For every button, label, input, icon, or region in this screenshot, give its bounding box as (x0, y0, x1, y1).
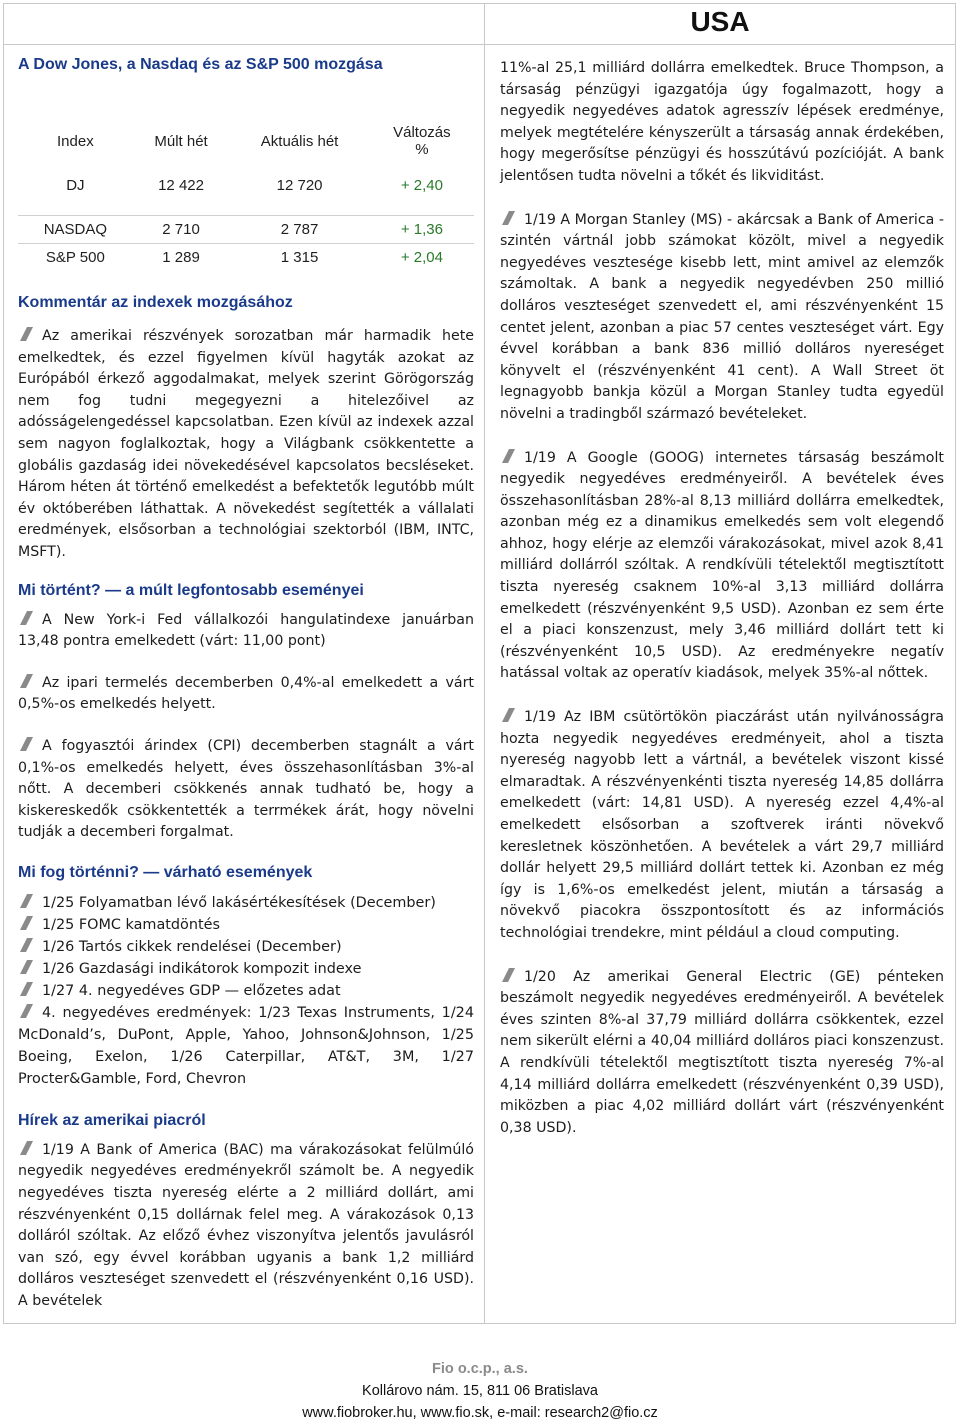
right-column (500, 58, 944, 1139)
past-item (18, 610, 474, 653)
index-name: S&P 500 (45, 248, 105, 266)
footer (0, 1358, 960, 1424)
future-events-title: Mi fog történni? — várható események (18, 863, 313, 881)
news-item (500, 707, 944, 945)
col-header-prev: Múlt hét (154, 132, 208, 150)
news-item-text: 1/20 Az amerikai General Electric (GE) pénteken beszámolt negyedik negyedéves eredményeiről. A bevételek éves szinten 8%-al 37,79 milliárd dollárra csökkentek, ezzel nem sikerült elérni a 40,04 milliárd dolláros piaci konszenzust. A rendkívüli tételektől megtisztított tiszta nyereség 7%-al 4,14 milliárd dollárra emelkedett (részvényenként 0,39 USD), miközben a piac 4,02 milliárd dollárt várt (részvényenként 0,38 USD). (500, 968, 944, 1136)
index-name: DJ (66, 176, 85, 194)
slash-bullet-icon (500, 968, 520, 982)
column-divider (484, 3, 485, 1324)
index-curr: 12 720 (276, 176, 323, 194)
slash-bullet-icon (18, 894, 38, 908)
future-item-text: 1/26 Gazdasági indikátorok kompozit indexe (42, 960, 362, 977)
future-item (18, 980, 474, 1002)
future-item (18, 892, 474, 914)
table-row (18, 170, 474, 200)
past-item (18, 673, 474, 716)
slash-bullet-icon (18, 737, 38, 751)
index-change: + 1,36 (400, 220, 443, 238)
future-item (18, 1002, 474, 1090)
future-list (18, 892, 474, 1090)
footer-company: Fio o.c.p., a.s. (432, 1361, 528, 1377)
news-item-text: 1/19 A Bank of America (BAC) ma várakozásokat felülmúló negyedik negyedéves eredményekről számolt be. A negyedik negyedéves tiszta nyereség elérte a 2 milliárd dollárt, ami részvényenként 0,15 dollárnak felel meg. A várakozások 0,13 dolláról szóltak. Az előző évhez viszonyítva jelentős javulásról van szó, egy évvel korábban ugyanis a bank 1,2 milliárd dolláros veszteséget szenvedett el (részvényenként 0,16 USD). A bevételek (18, 1141, 474, 1310)
col-header-curr: Aktuális hét (260, 132, 339, 150)
slash-bullet-icon (18, 1004, 38, 1018)
slash-bullet-icon (500, 211, 520, 225)
slash-bullet-icon (18, 938, 38, 952)
past-item-text: A New York-i Fed vállalkozói hangulatindexe januárban 13,48 pontra emelkedett (várt: 11,00 pont) (18, 611, 474, 650)
slash-bullet-icon (18, 674, 38, 688)
future-item-text: 1/25 Folyamatban lévő lakásértékesítések (December) (42, 894, 436, 911)
header-rule (3, 44, 956, 45)
past-item (18, 736, 474, 844)
future-item (18, 936, 474, 958)
commentary-text: Az amerikai részvények sorozatban már harmadik hete emelkedtek, és ezzel figyelmen kívül hagyták azokat az Európából érkező aggodalmakat, melyek szerint Görögország nem fog tudni megegyezni a hitelezőivel az adósságelengedéssel kapcsolatban. Ezen kívül az indexek azzal sem nagyon foglalkoztak, hogy a Világbank csökkentette a globális gazdaság idei növekedésével kapcsolatos becsléseket. Három héten át történő emelkedést a befektetők legutóbb múlt év októberében láthattak. A növekedést segítették a vállalati eredmények, elsősorban a technológiai szektorból (IBM, INTC, MSFT). (18, 328, 474, 560)
slash-bullet-icon (500, 708, 520, 722)
index-prev: 12 422 (158, 176, 204, 194)
news-item (500, 967, 944, 1140)
future-item (18, 914, 474, 936)
news-continuation: 11%-al 25,1 milliárd dollárra emelkedtek. Bruce Thompson, a társaság pénzügyi igazgatója úgy fogalmazott, hogy a negyedik negyedéves adatok agresszív lépések eredménye, melyek megtételére kényszerült a társaság annak érdekében, hogy megerősítse pénzügyi és hosszútávú pozícióját. A bank jelentősen tudta növelni a tőkét és likviditást. (500, 60, 944, 184)
slash-bullet-icon (18, 1141, 38, 1155)
past-item-text: Az ipari termelés decemberben 0,4%-al emelkedett a várt 0,5%-os emelkedés helyett. (18, 674, 474, 713)
slash-bullet-icon (18, 960, 38, 974)
table-row (18, 244, 474, 270)
index-curr: 1 315 (280, 248, 319, 266)
slash-bullet-icon (18, 611, 38, 625)
slash-bullet-icon (18, 327, 38, 341)
news-item-text: 1/19 Az IBM csütörtökön piaczárást után nyilvánosságra hozta negyedik negyedéves eredményeit, ahol a tiszta nyereség nagyobb lett a vártnál, a bevételek viszont kissé elmaradtak. A részvényenkénti tiszta nyereség 14,85 dollárra emelkedett (várt: 14,81 USD). A nyereség ezzel 4,4%-al emelkedett elsősorban a szoftverek iránti növekvő keresletnek köszönhetően. A bevételek a várt 29,7 milliárd dollár helyett 29,5 milliárd dollárt tettek ki. Azonban ez még így is 1,6%-os emelkedést jelent, miután a társaság a növekvő piacokra összpontosított és az információs technológiai trendekre, mint például a cloud computing. (500, 709, 944, 941)
news-item (500, 210, 944, 426)
slash-bullet-icon (18, 982, 38, 996)
index-section-title: A Dow Jones, a Nasdaq és az S&P 500 mozgása (18, 56, 383, 73)
future-item-text: 4. negyedéves eredmények: 1/23 Texas Instruments, 1/24 McDonald’s, DuPont, Apple, Yahoo, Johnson&Johnson, 1/25 Boeing, Exelon, 1/26 Caterpillar, AT&T, 3M, 1/27 Procter&Gamble, Ford, Chevron (18, 1004, 474, 1087)
table-row (18, 216, 474, 242)
index-prev: 2 710 (162, 220, 200, 238)
news-item (18, 1140, 474, 1313)
index-change: + 2,04 (400, 248, 443, 266)
slash-bullet-icon (18, 916, 38, 930)
future-item (18, 958, 474, 980)
index-prev: 1 289 (162, 248, 200, 266)
news-item-text: 1/19 A Google (GOOG) internetes társaság beszámolt negyedik negyedéves eredményeiről. A bevételek éves összehasonlításban 28%-al 8,13 milliárd dollárra emelkedtek, azonban még ez a dinamikus emelkedés sem volt elegendő ahhoz, hogy elérje az elemzői várakozásokat, mivel azok 8,41 milliárd dollárról szóltak. A rendkívüli tételektől megtisztított tiszta nyereség csaknem 10%-al 3,13 milliárd dollárra emelkedett (részvényenként 9,5 USD). Azonban ez sem érte el a piaci konszenzust, mely 3,46 milliárd dollárt tett ki (részvényenként 10,5 USD). Az eredményekre negatív hatással voltak az operatív kiadások, melyek 35%-al nőttek. (500, 449, 944, 682)
index-curr: 2 787 (280, 220, 319, 238)
footer-contact: www.fiobroker.hu, www.fio.sk, e-mail: research2@fio.cz (302, 1405, 658, 1421)
col-header-index: Index (57, 132, 94, 150)
news-title: Hírek az amerikai piacról (18, 1111, 206, 1129)
country-heading: USA (690, 6, 750, 37)
col-header-change: Változás % (393, 124, 451, 158)
left-column (18, 52, 474, 1313)
past-item-text: A fogyasztói árindex (CPI) decemberben stagnált a várt 0,1%-os emelkedés helyett, éves összehasonlításban 3%-al nőtt. A decemberi csökkenés annak tudható be, hogy a kiskereskedők csökkentették a terrmékek árát, hogy növelni tudják a decemberi forgalmat. (18, 737, 474, 841)
news-item (500, 448, 944, 686)
commentary-title: Kommentár az indexek mozgásához (18, 294, 293, 311)
future-item-text: 1/27 4. negyedéves GDP — előzetes adat (42, 982, 341, 999)
index-change: + 2,40 (400, 176, 443, 194)
index-name: NASDAQ (43, 220, 108, 238)
past-events-title: Mi történt? — a múlt legfontosabb eseményei (18, 581, 364, 599)
news-item-text: 1/19 A Morgan Stanley (MS) - akárcsak a Bank of America - szintén vártnál jobb számokat közölt, mivel a negyedik negyedéves vesztesége kisebb lett, mint amivel az elemzők számoltak. A bank a negyedik negyedévben 250 millió dolláros veszteséget szenvedett el, ami részvényenként 15 centet jelent, azonban a piac 57 centes veszteséget várt. Egy évvel korábban a bank 836 millió dolláros nyereséget könyvelt el (részvényenként 41 cent). A Wall Street öt legnagyobb bankja közül a Morgan Stanley tudta egyedül növelni a tradingből származó bevételeket. (500, 211, 944, 422)
slash-bullet-icon (500, 449, 520, 463)
future-item-text: 1/25 FOMC kamatdöntés (42, 916, 220, 933)
index-table (18, 112, 474, 270)
footer-address: Kollárovo nám. 15, 811 06 Bratislava (362, 1383, 598, 1399)
commentary-paragraph (18, 326, 474, 564)
future-item-text: 1/26 Tartós cikkek rendelései (December) (42, 938, 342, 955)
